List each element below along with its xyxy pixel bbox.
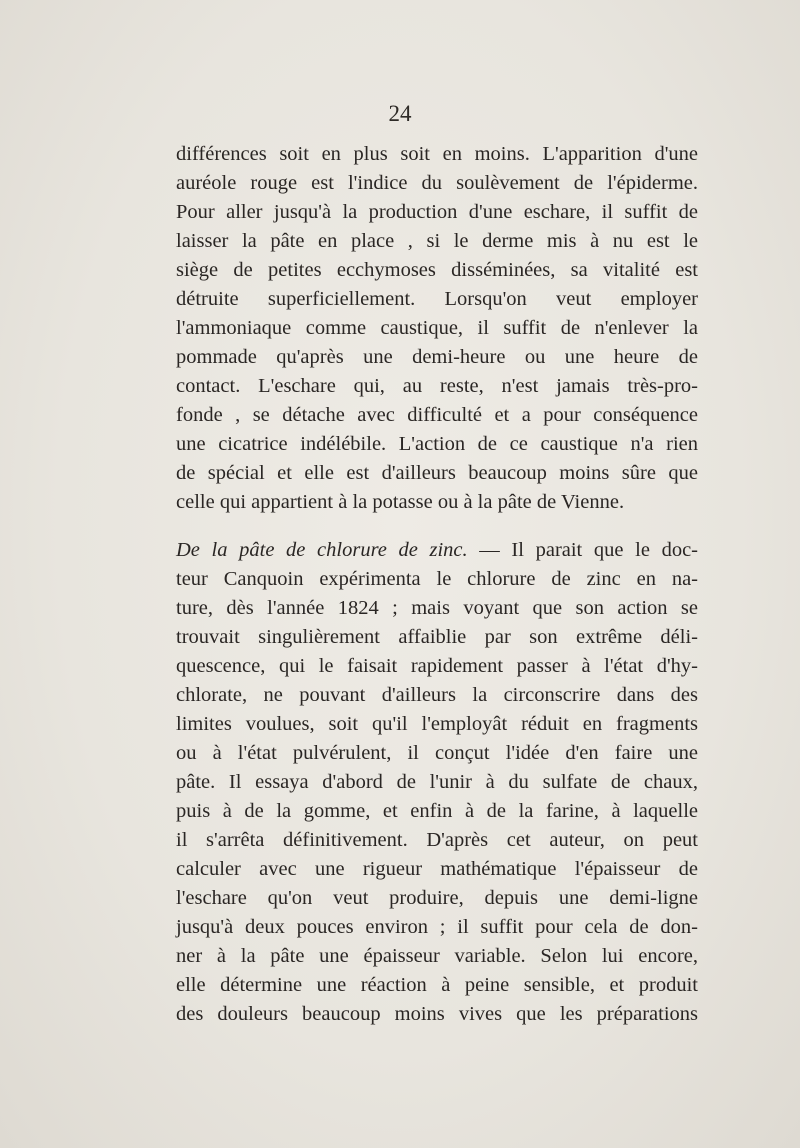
- text-line: jusqu'à deux pouces environ ; il suffit pour cela de don-: [176, 916, 698, 938]
- text-line: des douleurs beaucoup moins vives que les préparations: [176, 1003, 698, 1025]
- text-line: différences soit en plus soit en moins. L'apparition d'une: [176, 143, 698, 165]
- text-line: de spécial et elle est d'ailleurs beaucoup moins sûre que: [176, 462, 698, 484]
- text-line: détruite superficiellement. Lorsqu'on veut employer: [176, 288, 698, 310]
- section-heading: De la pâte de chlorure de zinc.: [176, 539, 468, 561]
- text-line: quescence, qui le faisait rapidement passer à l'état d'hy-: [176, 655, 698, 677]
- text-line: trouvait singulièrement affaiblie par son extrême déli-: [176, 626, 698, 648]
- text-line: ture, dès l'année 1824 ; mais voyant que son action se: [176, 597, 698, 619]
- text-line: Pour aller jusqu'à la production d'une eschare, il suffit de: [176, 201, 698, 223]
- text-line: laisser la pâte en place , si le derme mis à nu est le: [176, 230, 698, 252]
- text-line: celle qui appartient à la potasse ou à la pâte de Vienne.: [176, 491, 625, 513]
- text-line: ner à la pâte une épaisseur variable. Selon lui encore,: [176, 945, 698, 967]
- text-line: teur Canquoin expérimenta le chlorure de zinc en na-: [176, 568, 698, 590]
- page-number: 24: [388, 101, 412, 126]
- text-line: une cicatrice indélébile. L'action de ce caustique n'a rien: [176, 433, 698, 455]
- text-line: elle détermine une réaction à peine sensible, et produit: [176, 974, 698, 996]
- text-line: fonde , se détache avec difficulté et a pour conséquence: [176, 404, 698, 426]
- paragraph-zinc-chloride-paste: [176, 536, 698, 1029]
- text-line: puis à de la gomme, et enfin à de la farine, à laquelle: [176, 800, 698, 822]
- text-line: l'ammoniaque comme caustique, il suffit de n'enlever la: [176, 317, 698, 339]
- text-line: ou à l'état pulvérulent, il conçut l'idée d'en faire une: [176, 742, 698, 764]
- text-line: calculer avec une rigueur mathématique l'épaisseur de: [176, 858, 698, 880]
- text-line: pâte. Il essaya d'abord de l'unir à du sulfate de chaux,: [176, 771, 698, 793]
- text-line: l'eschare qu'on veut produire, depuis une demi-ligne: [176, 887, 698, 909]
- paragraph-ammonia: [176, 140, 698, 517]
- text-line: siège de petites ecchymoses disséminées, sa vitalité est: [176, 259, 698, 281]
- text-line: il s'arrêta définitivement. D'après cet auteur, on peut: [176, 829, 698, 851]
- text-line: pommade qu'après une demi-heure ou une heure de: [176, 346, 698, 368]
- heading-continuation: — Il parait que le doc-: [467, 539, 698, 561]
- text-line: limites voulues, soit qu'il l'employât réduit en fragments: [176, 713, 698, 735]
- text-line: auréole rouge est l'indice du soulèvement de l'épiderme.: [176, 172, 698, 194]
- text-line: contact. L'eschare qui, au reste, n'est jamais très-pro-: [176, 375, 698, 397]
- text-line-first: [176, 536, 698, 565]
- text-line: chlorate, ne pouvant d'ailleurs la circonscrire dans des: [176, 684, 698, 706]
